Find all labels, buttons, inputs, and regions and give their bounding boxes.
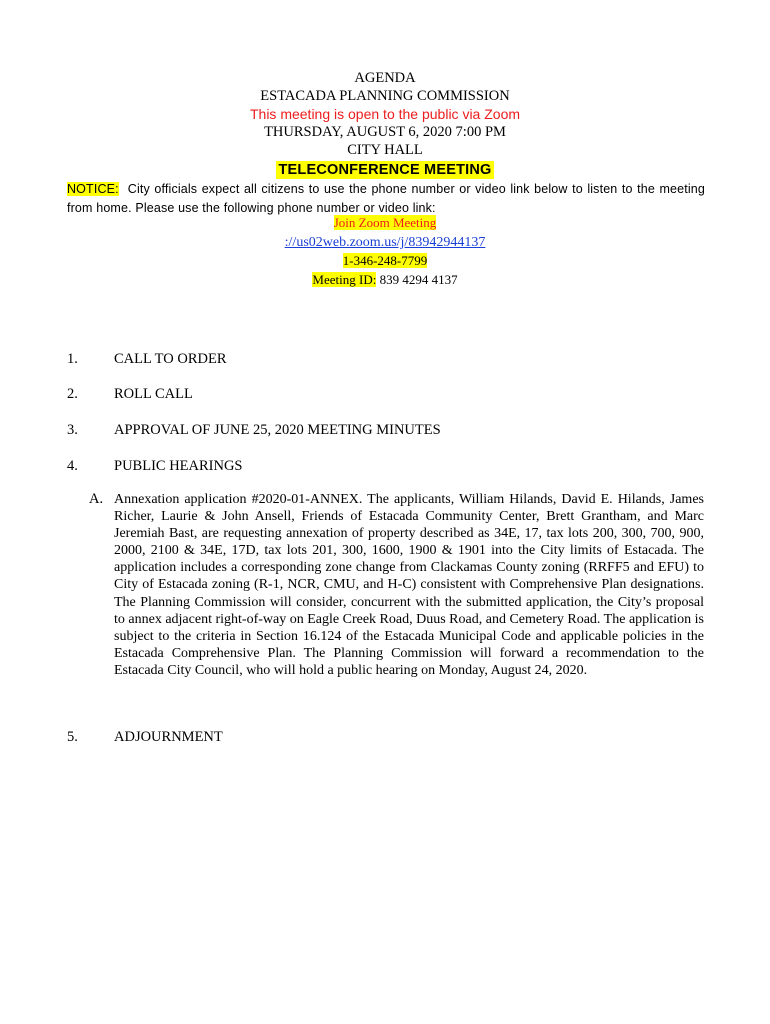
agenda-header xyxy=(0,69,770,179)
notice-label: NOTICE: xyxy=(67,182,119,196)
phone-number: 1-346-248-7799 xyxy=(342,253,428,268)
meeting-datetime: THURSDAY, AUGUST 6, 2020 7:00 PM xyxy=(264,124,506,140)
public-zoom-notice: This meeting is open to the public via Zoom xyxy=(249,106,521,122)
item-number: 1. xyxy=(67,351,78,367)
item-number: 5. xyxy=(67,729,78,745)
item-number: 4. xyxy=(67,458,78,474)
meeting-links xyxy=(0,213,770,289)
zoom-meeting-link[interactable]: ://us02web.zoom.us/j/83942944137 xyxy=(284,235,486,250)
item-label: CALL TO ORDER xyxy=(114,351,227,367)
subitem-letter: A. xyxy=(89,491,104,507)
item-label: ADJOURNMENT xyxy=(114,729,223,745)
meeting-location: CITY HALL xyxy=(347,142,423,158)
agenda-title: AGENDA xyxy=(354,70,416,86)
annexation-application-text: Annexation application #2020-01-ANNEX. The applicants, William Hilands, David E. Hilands, James Richer, Laurie & John Ansell, Friends of Estacada Community Center, Brett Grantham, and Marc Jeremiah Bast, are requesting annexation of property described as 34E, 17, tax lots 200, 300, 700, 900, 2000, 2100 & 34E, 17D, tax lots 201, 300, 1600, 1900 & 1901 into the City limits of Estacada. The application includes a corresponding zone change from Clackamas County zoning (RRFF5 and EFU) to City of Estacada zoning (R-1, NCR, CMU, and H-C) consistent with Comprehensive Plan designations. The Planning Commission will consider, concurrent with the submitted application, the City’s proposal to annex adjacent right-of-way on Eagle Creek Road, Duus Road, and Cemetery Road. The application is subject to the criteria in Section 16.124 of the Estacada Municipal Code and applicable policies in the Estacada Comprehensive Plan. The Planning Commission will forward a recommendation to the Estacada City Council, who will hold a public hearing on Monday, August 24, 2020. xyxy=(114,492,704,678)
meeting-id-value: 839 4294 4137 xyxy=(379,272,458,287)
item-label: APPROVAL OF JUNE 25, 2020 MEETING MINUTES xyxy=(114,422,441,438)
meeting-id-label: Meeting ID: xyxy=(312,272,377,287)
item-number: 3. xyxy=(67,422,78,438)
teleconference-heading: TELECONFERENCE MEETING xyxy=(278,162,492,178)
item-number: 2. xyxy=(67,386,78,402)
notice-text: City officials expect all citizens to use the phone number or video link below to listen to the meeting from home. Please use the following phone number or video link: xyxy=(67,182,705,215)
commission-name: ESTACADA PLANNING COMMISSION xyxy=(260,88,510,104)
item-label: ROLL CALL xyxy=(114,386,193,402)
item-label: PUBLIC HEARINGS xyxy=(114,458,243,474)
join-zoom-label: Join Zoom Meeting xyxy=(333,215,437,230)
